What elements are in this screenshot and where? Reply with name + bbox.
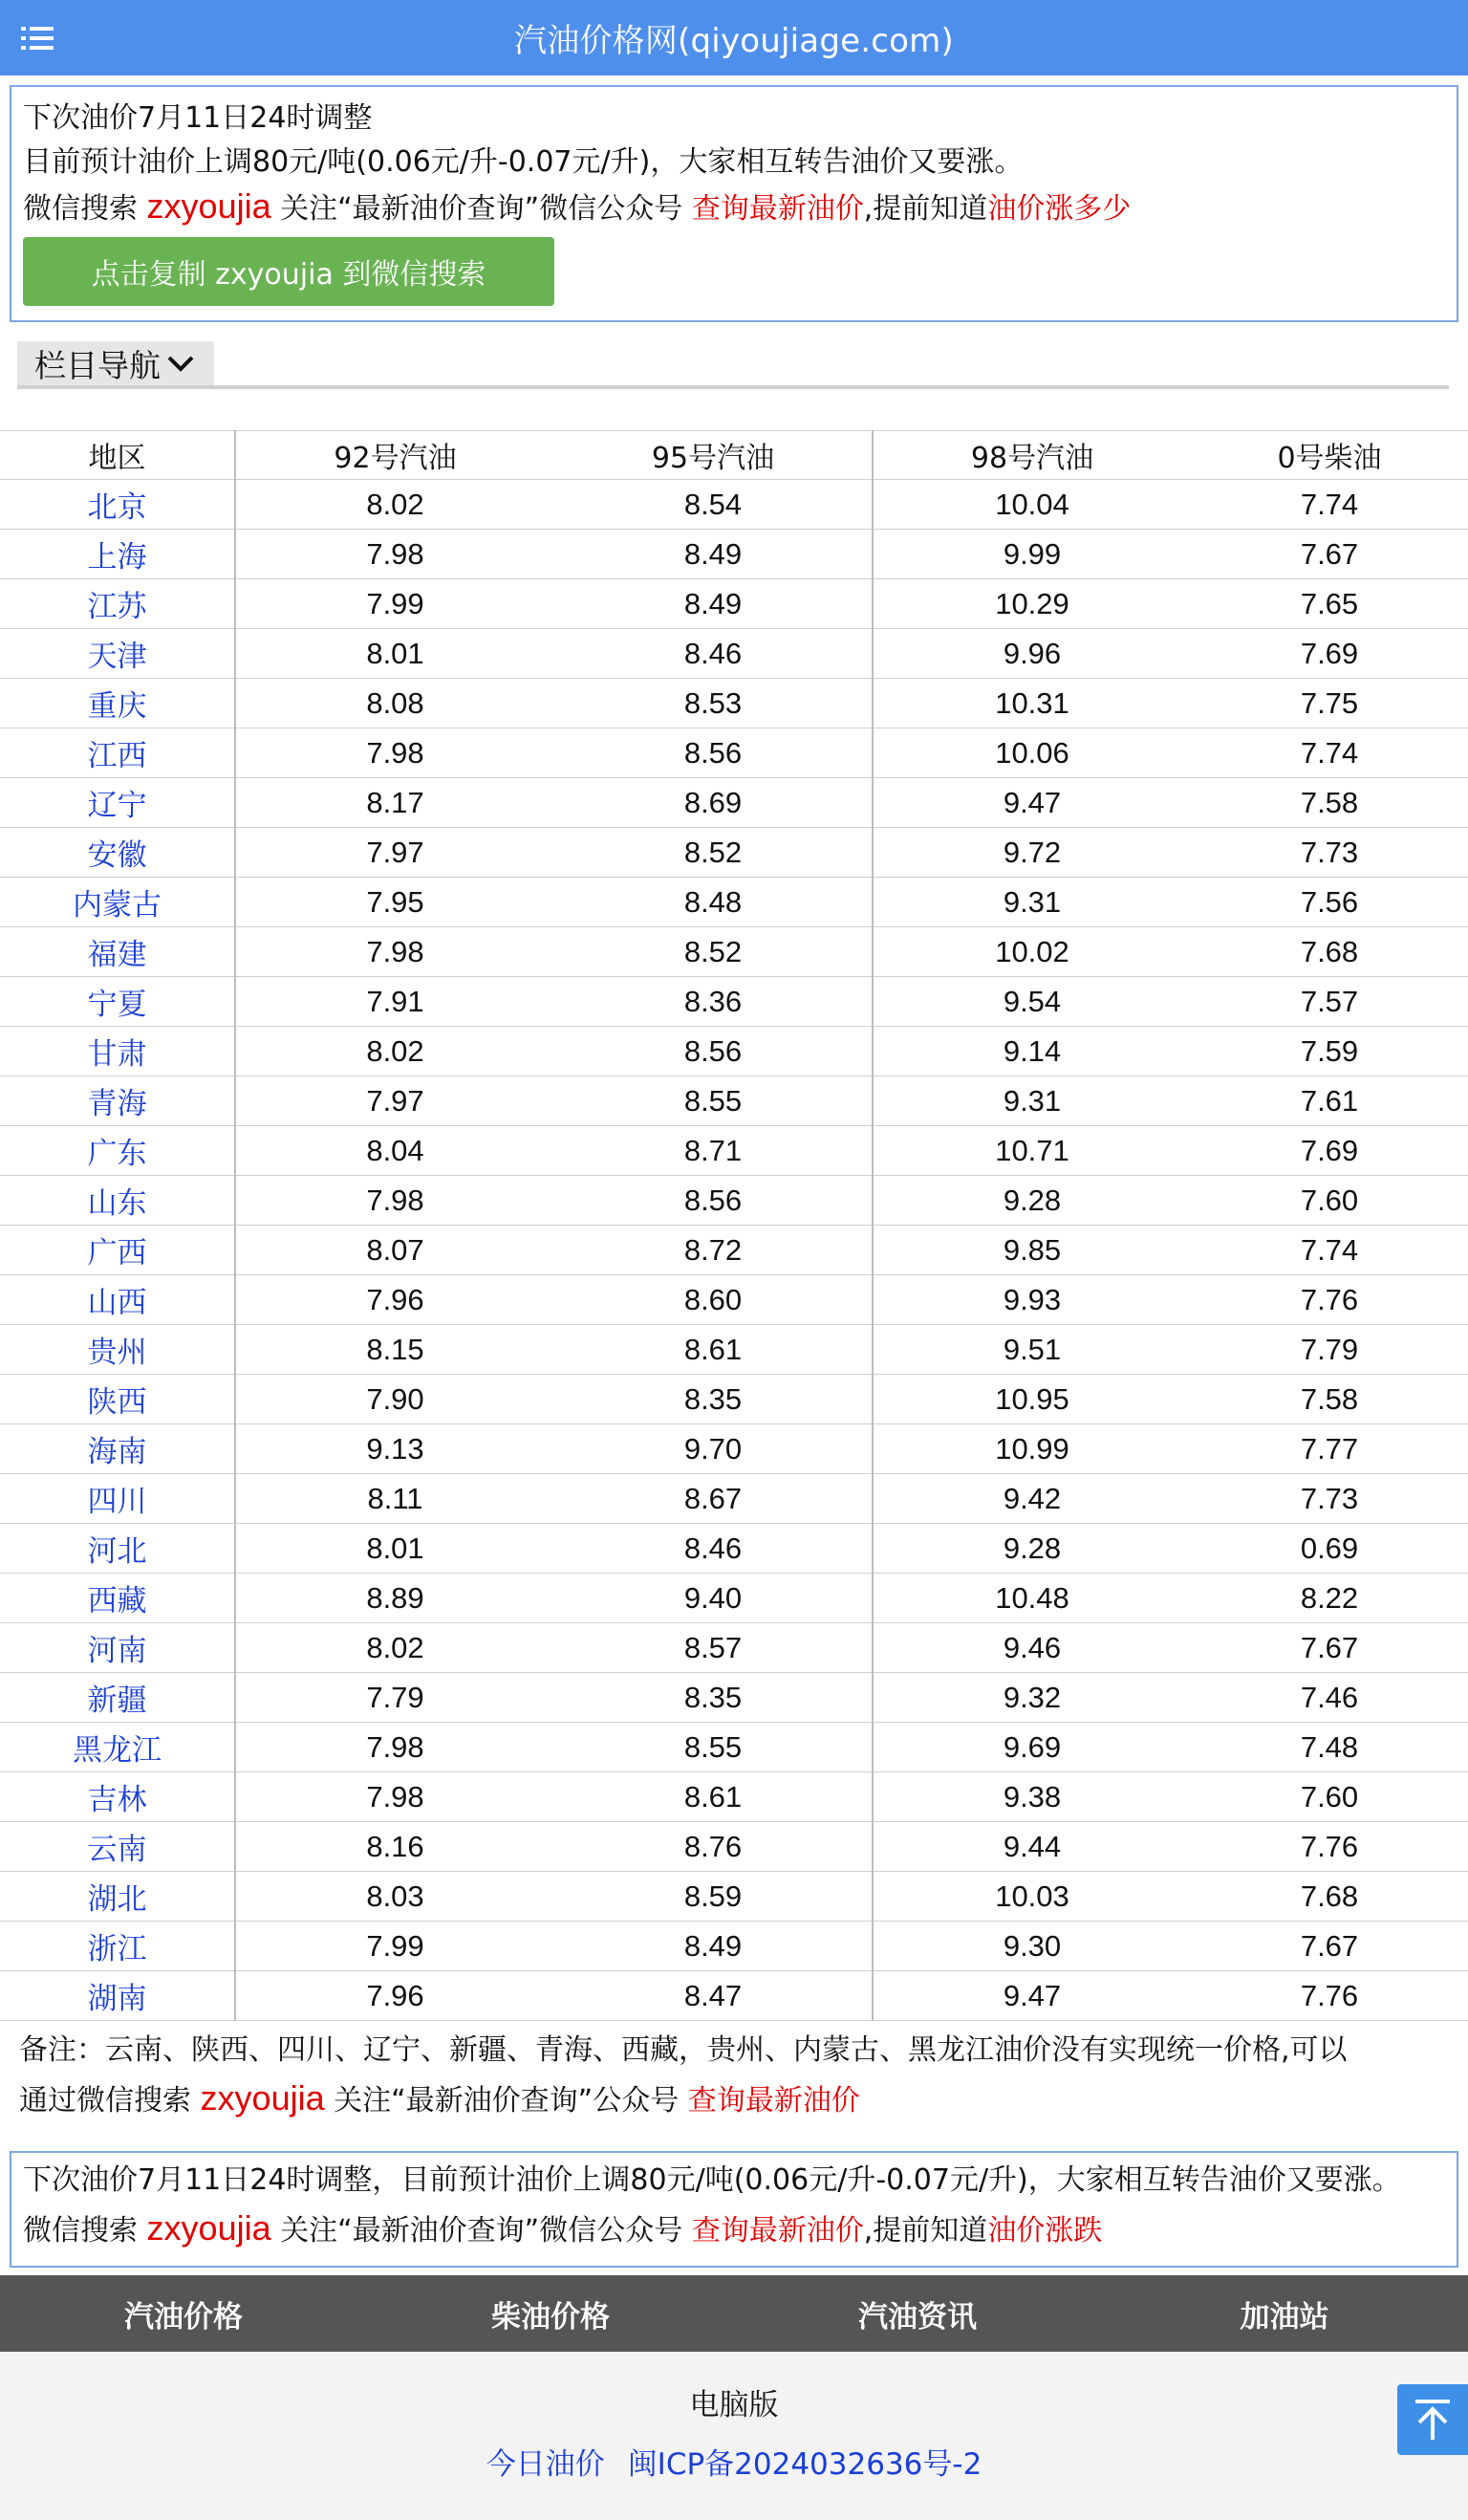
price-98-cell: 9.31 [873, 1076, 1191, 1126]
footer-nav-gasoline-news[interactable]: 汽油资讯 [858, 2299, 977, 2335]
table-row [0, 1275, 1468, 1325]
price-diesel-cell: 7.73 [1191, 1474, 1468, 1524]
region-cell[interactable]: 江西 [0, 728, 235, 778]
price-92-cell: 8.08 [235, 679, 554, 728]
price-98-cell: 9.99 [873, 530, 1191, 579]
table-row [0, 828, 1468, 878]
site-title[interactable]: 汽油价格网(qiyoujiage.com) [514, 22, 954, 60]
price-92-cell: 8.02 [235, 480, 554, 530]
region-cell[interactable]: 山东 [0, 1176, 235, 1226]
region-cell[interactable]: 天津 [0, 629, 235, 679]
table-row [0, 1076, 1468, 1126]
price-95-cell: 8.71 [554, 1126, 873, 1176]
table-row [0, 1673, 1468, 1723]
footer-links [0, 2440, 1468, 2483]
table-row [0, 480, 1468, 530]
price-92-cell: 7.90 [235, 1375, 554, 1424]
footer-nav-gasoline-price[interactable]: 汽油价格 [124, 2299, 243, 2335]
table-row [0, 1772, 1468, 1822]
table-row [0, 1524, 1468, 1574]
price-95-cell: 8.57 [554, 1623, 873, 1673]
price-diesel-cell: 7.77 [1191, 1424, 1468, 1474]
price-92-cell: 7.97 [235, 828, 554, 878]
know-ahead-text: ,提前知道 [863, 192, 988, 226]
price-95-cell: 8.35 [554, 1375, 873, 1424]
footer-nav-diesel-price[interactable]: 柴油价格 [491, 2299, 610, 2335]
price-95-cell: 9.70 [554, 1424, 873, 1474]
chevron-down-icon [166, 354, 195, 373]
table-row [0, 1226, 1468, 1275]
remark-keyword: zxyoujia [200, 2078, 325, 2118]
price-98-cell: 9.38 [873, 1772, 1191, 1822]
price-95-cell: 8.49 [554, 579, 873, 629]
table-row [0, 1623, 1468, 1673]
region-cell[interactable]: 宁夏 [0, 977, 235, 1027]
price-98-cell: 9.85 [873, 1226, 1191, 1275]
price-92-cell: 7.96 [235, 1971, 554, 2021]
bottom-notice-box [10, 2151, 1458, 2268]
price-95-cell: 8.52 [554, 828, 873, 878]
price-92-cell: 7.98 [235, 728, 554, 778]
notice-wechat-line [23, 185, 1445, 231]
price-98-cell: 9.93 [873, 1275, 1191, 1325]
table-row [0, 1971, 1468, 2021]
region-cell[interactable]: 甘肃 [0, 1027, 235, 1076]
price-92-cell: 7.98 [235, 1176, 554, 1226]
price-diesel-cell: 7.59 [1191, 1027, 1468, 1076]
bottom-keyword: zxyoujia [146, 2208, 271, 2248]
price-diesel-cell: 7.67 [1191, 1922, 1468, 1971]
price-98-cell: 9.96 [873, 629, 1191, 679]
region-cell[interactable]: 黑龙江 [0, 1723, 235, 1772]
region-cell[interactable]: 内蒙古 [0, 878, 235, 927]
price-98-cell: 9.42 [873, 1474, 1191, 1524]
remark-follow-text: 关注“最新油价查询”公众号 [324, 2084, 688, 2118]
price-95-cell: 8.47 [554, 1971, 873, 2021]
price-92-cell: 7.98 [235, 530, 554, 579]
price-92-cell: 8.04 [235, 1126, 554, 1176]
price-95-cell: 8.49 [554, 530, 873, 579]
price-98-cell: 10.95 [873, 1375, 1191, 1424]
price-92-cell: 7.95 [235, 878, 554, 927]
price-95-cell: 8.53 [554, 679, 873, 728]
price-diesel-cell: 7.65 [1191, 579, 1468, 629]
price-92-cell: 8.15 [235, 1325, 554, 1375]
region-cell[interactable]: 广西 [0, 1226, 235, 1275]
price-diesel-cell: 8.22 [1191, 1574, 1468, 1623]
pc-version-link[interactable]: 电脑版 [689, 2388, 779, 2422]
price-92-cell: 8.03 [235, 1872, 554, 1922]
price-95-cell: 8.35 [554, 1673, 873, 1723]
remark-line-2 [19, 2075, 1453, 2125]
bottom-notice-line-1: 下次油价7月11日24时调整，目前预计油价上调80元/吨(0.06元/升-0.07元/升)，大家相互转告油价又要涨。 [23, 2163, 1401, 2197]
notice-forecast: 目前预计油价上调80元/吨(0.06元/升-0.07元/升)，大家相互转告油价又要涨。 [23, 145, 1024, 179]
price-diesel-cell: 7.56 [1191, 878, 1468, 927]
price-98-cell: 9.31 [873, 878, 1191, 927]
price-diesel-cell: 7.74 [1191, 480, 1468, 530]
price-diesel-cell: 7.60 [1191, 1772, 1468, 1822]
price-95-cell: 9.40 [554, 1574, 873, 1623]
price-95-cell: 8.52 [554, 927, 873, 977]
table-row [0, 1474, 1468, 1524]
back-to-top-button[interactable] [1397, 2384, 1468, 2455]
price-95-cell: 8.60 [554, 1275, 873, 1325]
price-95-cell: 8.61 [554, 1772, 873, 1822]
notice-adjust-date: 下次油价7月11日24时调整 [23, 101, 373, 135]
region-cell[interactable]: 北京 [0, 480, 235, 530]
table-row [0, 1325, 1468, 1375]
price-95-cell: 8.54 [554, 480, 873, 530]
price-98-cell: 10.06 [873, 728, 1191, 778]
region-cell[interactable]: 广东 [0, 1126, 235, 1176]
table-row [0, 1176, 1468, 1226]
table-row [0, 1375, 1468, 1424]
region-cell[interactable]: 吉林 [0, 1772, 235, 1822]
price-98-cell: 10.31 [873, 679, 1191, 728]
region-cell[interactable]: 上海 [0, 530, 235, 579]
price-92-cell: 8.17 [235, 778, 554, 828]
remark-wechat-text: 通过微信搜索 [19, 2084, 201, 2118]
price-diesel-cell: 7.68 [1191, 1872, 1468, 1922]
price-95-cell: 8.48 [554, 878, 873, 927]
price-92-cell: 7.98 [235, 1772, 554, 1822]
bottom-know-text: ,提前知道 [863, 2214, 988, 2248]
price-95-cell: 8.72 [554, 1226, 873, 1275]
price-98-cell: 9.14 [873, 1027, 1191, 1076]
price-92-cell: 8.02 [235, 1027, 554, 1076]
table-row [0, 878, 1468, 927]
copy-wechat-button[interactable]: 点击复制 zxyoujia 到微信搜索 [23, 237, 554, 306]
price-diesel-cell: 7.79 [1191, 1325, 1468, 1375]
icp-link[interactable]: 闽ICP备2024032636号-2 [627, 2447, 982, 2482]
wechat-search-text: 微信搜索 [23, 192, 147, 226]
price-92-cell: 9.13 [235, 1424, 554, 1474]
price-95-cell: 8.36 [554, 977, 873, 1027]
price-diesel-cell: 7.67 [1191, 1623, 1468, 1673]
price-92-cell: 7.99 [235, 579, 554, 629]
price-92-cell: 8.16 [235, 1822, 554, 1872]
price-98-cell: 9.72 [873, 828, 1191, 878]
column-header-92: 92号汽油 [235, 431, 554, 480]
price-diesel-cell: 7.74 [1191, 728, 1468, 778]
price-trend-link[interactable]: 油价涨跌 [987, 2214, 1103, 2248]
price-95-cell: 8.49 [554, 1922, 873, 1971]
region-cell[interactable]: 海南 [0, 1424, 235, 1474]
arrow-up-to-top-icon [1412, 2398, 1454, 2442]
remark-note [19, 2027, 1453, 2125]
price-92-cell: 8.01 [235, 1524, 554, 1574]
price-diesel-cell: 7.58 [1191, 778, 1468, 828]
wechat-keyword: zxyoujia [146, 186, 271, 226]
region-cell[interactable]: 山西 [0, 1275, 235, 1325]
region-cell[interactable]: 青海 [0, 1076, 235, 1126]
oil-price-table [0, 430, 1468, 2021]
column-header-98: 98号汽油 [873, 431, 1191, 480]
table-row [0, 1424, 1468, 1474]
price-92-cell: 7.79 [235, 1673, 554, 1723]
region-cell[interactable]: 西藏 [0, 1574, 235, 1623]
price-95-cell: 8.61 [554, 1325, 873, 1375]
price-95-cell: 8.56 [554, 1176, 873, 1226]
table-row [0, 579, 1468, 629]
price-diesel-cell: 7.69 [1191, 1126, 1468, 1176]
price-92-cell: 8.01 [235, 629, 554, 679]
price-98-cell: 10.02 [873, 927, 1191, 977]
table-row [0, 1723, 1468, 1772]
price-92-cell: 8.02 [235, 1623, 554, 1673]
price-95-cell: 8.46 [554, 629, 873, 679]
region-cell[interactable]: 安徽 [0, 828, 235, 878]
column-header-95: 95号汽油 [554, 431, 873, 480]
price-98-cell: 9.54 [873, 977, 1191, 1027]
price-diesel-cell: 7.74 [1191, 1226, 1468, 1275]
footer-nav [0, 2275, 1468, 2352]
price-98-cell: 10.04 [873, 480, 1191, 530]
region-cell[interactable]: 浙江 [0, 1922, 235, 1971]
header-bar [0, 0, 1468, 76]
table-row [0, 679, 1468, 728]
price-98-cell: 9.47 [873, 778, 1191, 828]
table-row [0, 977, 1468, 1027]
table-row [0, 1922, 1468, 1971]
price-notice-box [10, 85, 1458, 322]
price-98-cell: 9.30 [873, 1922, 1191, 1971]
price-diesel-cell: 7.57 [1191, 977, 1468, 1027]
table-row [0, 778, 1468, 828]
price-diesel-cell: 7.68 [1191, 927, 1468, 977]
column-header-region: 地区 [0, 431, 235, 480]
price-diesel-cell: 7.69 [1191, 629, 1468, 679]
bottom-follow-text: 关注“最新油价查询”微信公众号 [270, 2214, 692, 2248]
region-cell[interactable]: 湖北 [0, 1872, 235, 1922]
bottom-wechat-text: 微信搜索 [23, 2214, 147, 2248]
price-diesel-cell: 7.76 [1191, 1971, 1468, 2021]
price-diesel-cell: 7.48 [1191, 1723, 1468, 1772]
price-98-cell: 10.29 [873, 579, 1191, 629]
region-cell[interactable]: 云南 [0, 1822, 235, 1872]
page-footer [0, 2352, 1468, 2520]
price-92-cell: 8.11 [235, 1474, 554, 1524]
query-latest-price-link[interactable]: 查询最新油价 [691, 192, 864, 226]
price-diesel-cell: 7.76 [1191, 1275, 1468, 1325]
price-95-cell: 8.55 [554, 1076, 873, 1126]
price-92-cell: 7.97 [235, 1076, 554, 1126]
price-98-cell: 10.71 [873, 1126, 1191, 1176]
region-cell[interactable]: 湖南 [0, 1971, 235, 2021]
price-98-cell: 9.47 [873, 1971, 1191, 2021]
price-92-cell: 8.89 [235, 1574, 554, 1623]
price-92-cell: 7.98 [235, 1723, 554, 1772]
region-cell[interactable]: 江苏 [0, 579, 235, 629]
table-row [0, 927, 1468, 977]
price-98-cell: 10.99 [873, 1424, 1191, 1474]
region-cell[interactable]: 贵州 [0, 1325, 235, 1375]
table-row [0, 629, 1468, 679]
region-cell[interactable]: 新疆 [0, 1673, 235, 1723]
table-row [0, 1027, 1468, 1076]
price-98-cell: 9.51 [873, 1325, 1191, 1375]
price-diesel-cell: 7.67 [1191, 530, 1468, 579]
region-cell[interactable]: 辽宁 [0, 778, 235, 828]
price-diesel-cell: 7.76 [1191, 1822, 1468, 1872]
table-row [0, 1126, 1468, 1176]
region-cell[interactable]: 河北 [0, 1524, 235, 1574]
price-diesel-cell: 7.60 [1191, 1176, 1468, 1226]
column-header-diesel: 0号柴油 [1191, 431, 1468, 480]
price-diesel-cell: 7.58 [1191, 1375, 1468, 1424]
price-95-cell: 8.67 [554, 1474, 873, 1524]
price-diesel-cell: 7.73 [1191, 828, 1468, 878]
region-cell[interactable]: 重庆 [0, 679, 235, 728]
nav-divider [17, 385, 1449, 389]
price-92-cell: 7.96 [235, 1275, 554, 1325]
table-row [0, 1872, 1468, 1922]
price-98-cell: 9.44 [873, 1822, 1191, 1872]
remark-line-1: 备注：云南、陕西、四川、辽宁、新疆、青海、西藏，贵州、内蒙古、黑龙江油价没有实现统一价格,可以 [19, 2033, 1348, 2067]
price-95-cell: 8.59 [554, 1872, 873, 1922]
price-98-cell: 9.69 [873, 1723, 1191, 1772]
price-98-cell: 10.48 [873, 1574, 1191, 1623]
region-cell[interactable]: 陕西 [0, 1375, 235, 1424]
today-price-link[interactable]: 今日油价 [486, 2447, 605, 2482]
region-cell[interactable]: 福建 [0, 927, 235, 977]
region-cell[interactable]: 四川 [0, 1474, 235, 1524]
table-row [0, 1574, 1468, 1623]
price-92-cell: 8.07 [235, 1226, 554, 1275]
category-nav-toggle[interactable] [17, 341, 214, 385]
footer-nav-gas-station[interactable]: 加油站 [1240, 2299, 1329, 2335]
menu-icon[interactable] [21, 26, 54, 51]
price-92-cell: 7.99 [235, 1922, 554, 1971]
price-95-cell: 8.56 [554, 1027, 873, 1076]
follow-text: 关注“最新油价查询”微信公众号 [270, 192, 692, 226]
price-98-cell: 10.03 [873, 1872, 1191, 1922]
price-92-cell: 7.98 [235, 927, 554, 977]
price-diesel-cell: 0.69 [1191, 1524, 1468, 1574]
price-98-cell: 9.46 [873, 1623, 1191, 1673]
price-98-cell: 9.28 [873, 1524, 1191, 1574]
table-row [0, 728, 1468, 778]
price-98-cell: 9.28 [873, 1176, 1191, 1226]
bottom-query-link[interactable]: 查询最新油价 [691, 2214, 864, 2248]
bottom-notice-line-2 [23, 2205, 1445, 2255]
price-95-cell: 8.56 [554, 728, 873, 778]
price-diesel-cell: 7.46 [1191, 1673, 1468, 1723]
price-95-cell: 8.55 [554, 1723, 873, 1772]
price-95-cell: 8.69 [554, 778, 873, 828]
price-95-cell: 8.76 [554, 1822, 873, 1872]
table-row [0, 1822, 1468, 1872]
category-nav-label: 栏目导航 [34, 346, 161, 384]
price-rise-link[interactable]: 油价涨多少 [987, 192, 1132, 226]
price-98-cell: 9.32 [873, 1673, 1191, 1723]
remark-query-link[interactable]: 查询最新油价 [687, 2084, 860, 2118]
table-row [0, 530, 1468, 579]
price-95-cell: 8.46 [554, 1524, 873, 1574]
region-cell[interactable]: 河南 [0, 1623, 235, 1673]
table-header-row [0, 431, 1468, 480]
price-diesel-cell: 7.61 [1191, 1076, 1468, 1126]
price-diesel-cell: 7.75 [1191, 679, 1468, 728]
price-92-cell: 7.91 [235, 977, 554, 1027]
